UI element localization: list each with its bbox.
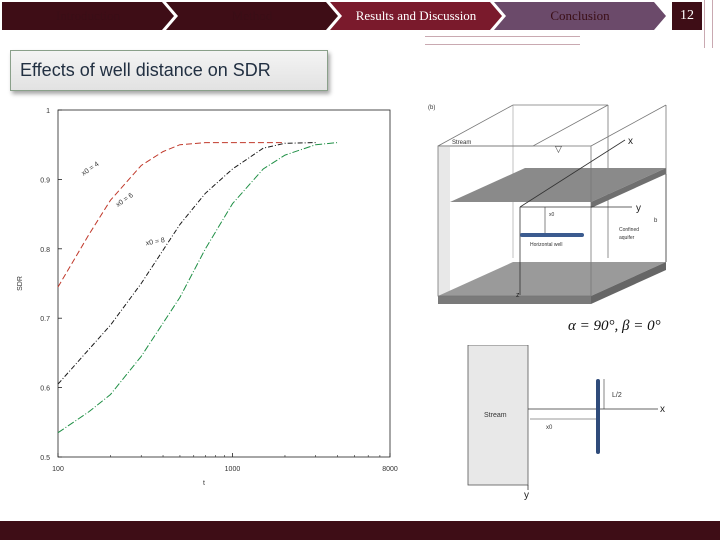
tab-conclusion[interactable] [494, 2, 666, 30]
x-tick-label: 100 [52, 466, 64, 473]
x-tick-label: 8000 [382, 466, 398, 473]
plan-x-axis-label: x [660, 404, 665, 415]
series-line-2 [58, 143, 316, 385]
stream-label: Stream [452, 140, 472, 146]
y-tick-label: 1 [46, 108, 50, 115]
tab-method[interactable] [166, 2, 338, 30]
curve-annotation: x0 = 8 [145, 237, 166, 248]
y-axis-title: SDR [17, 276, 24, 291]
tab-introduction-label: Introduction [55, 8, 121, 23]
stream-zone [438, 146, 450, 296]
aquifer-3d-diagram [420, 100, 690, 345]
angle-caption: α = 90°, β = 0° [568, 318, 661, 334]
plan-y-axis-label: y [524, 490, 529, 501]
bottom-layer-front [438, 296, 591, 304]
side-rule-2 [712, 0, 713, 48]
side-rule [704, 0, 705, 48]
plan-view-diagram [460, 345, 680, 510]
header-rule-2 [425, 44, 580, 45]
tab-results-label: Results and Discussion [355, 8, 477, 23]
y-axis-label: y [636, 203, 641, 214]
b-label: b [654, 218, 658, 224]
plan-well [596, 379, 600, 454]
x0-label: x0 [549, 212, 555, 218]
slide-title-box [10, 50, 328, 91]
header-rule [425, 36, 580, 37]
y-tick-label: 0.8 [40, 246, 50, 254]
page-number [672, 2, 702, 30]
tab-introduction[interactable] [2, 2, 174, 30]
bottom-bar [0, 521, 720, 540]
aquifer-label-1: Confined [619, 227, 640, 233]
horizontal-well [520, 233, 584, 237]
plan-stream-label: Stream [484, 412, 507, 419]
aquifer-label-2: aquifer [619, 235, 635, 241]
chart-plot-frame [58, 110, 390, 457]
plan-half-length-label: L/2 [612, 392, 622, 399]
x-tick-label: 1000 [224, 466, 241, 473]
tab-conclusion-label: Conclusion [550, 8, 610, 23]
x-axis-label: x [628, 136, 633, 147]
slide-title: Effects of well distance on SDR [20, 60, 271, 80]
tab-results-and-discussion[interactable] [330, 2, 502, 30]
y-tick-label: 0.6 [40, 385, 50, 393]
panel-label: (b) [428, 105, 436, 111]
y-tick-label: 0.7 [40, 316, 50, 324]
section-navbar [0, 0, 720, 32]
sdr-chart [10, 100, 420, 495]
tab-method-label: Method [231, 8, 273, 23]
page-number-text: 12 [680, 8, 694, 23]
x-axis-title: t [203, 480, 205, 487]
plan-x0-label: x0 [546, 425, 553, 431]
well-label: Horizontal well [530, 242, 563, 248]
series-line-3 [58, 143, 338, 433]
y-tick-label: 0.9 [40, 177, 50, 185]
y-tick-label: 0.5 [40, 455, 50, 462]
z-axis-label: z [516, 292, 520, 299]
water-table-icon: ▽ [555, 145, 562, 155]
curve-annotation: x0 = 6 [114, 192, 135, 209]
curve-annotation: x0 = 4 [80, 160, 101, 178]
